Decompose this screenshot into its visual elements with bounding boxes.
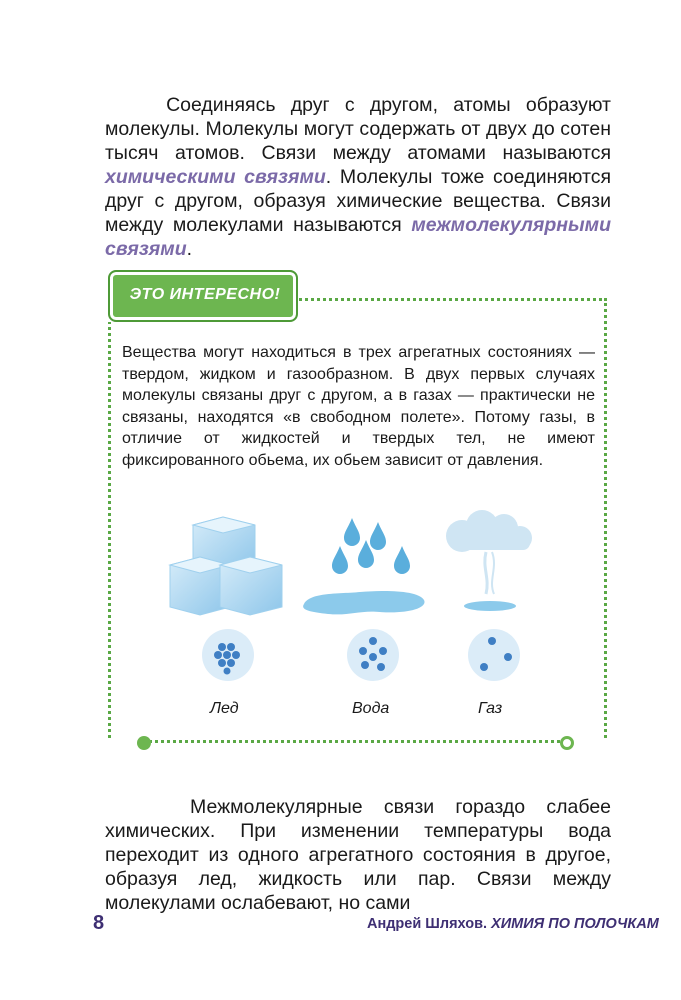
water-molecules-icon — [345, 627, 401, 683]
term-chemical-bonds: химическими связями — [105, 166, 326, 188]
label-water: Вода — [352, 700, 390, 717]
gas-molecules-icon — [466, 627, 522, 683]
running-footer — [367, 916, 659, 932]
label-ice: Лед — [210, 700, 239, 717]
term-intermolecular-bonds: межмолекулярными связями — [105, 214, 611, 260]
ice-cubes-icon — [165, 515, 290, 620]
fact-text: Вещества могут находиться в трех агрегатных состояниях — твердом, жидком и газообразном. В двух первых случаях молекулы связаны друг с другом, а в газах — практически не связаны, находятся «в свободном полете». Потому газы, в отличие от жидкостей и твердых тел, не имеют фиксированного обьема, их обьем зависит от давления. — [122, 344, 595, 469]
footer-book-title: ХИМИЯ ПО ПОЛОЧКАМ — [491, 916, 659, 932]
intro-text-1: Соединяясь друг с другом, атомы образуют молекулы. Молекулы могут содержать от двух до сотен тысяч атомов. Связи между атомами называются — [105, 94, 611, 164]
closing-paragraph — [105, 795, 611, 915]
intro-paragraph — [105, 93, 611, 261]
intro-text-2: . Молекулы тоже соединяются друг с другом, образуя химические вещества. Связи между молекулами называются — [105, 166, 612, 236]
interesting-tag-label: ЭТО ИНТЕРЕСНО! — [129, 286, 281, 303]
footer-author: Андрей Шляхов. — [367, 916, 492, 932]
label-gas: Газ — [478, 700, 503, 717]
intro-text-3: . — [186, 238, 193, 260]
water-drops-icon — [300, 512, 430, 622]
closing-text: Межмолекулярные связи гораздо слабее химических. При изменении температуры вода переходит из одного агрегатного состояния в другое, образуя лед, жидкость или пар. Связи между молекулами ослабевают, но сами — [105, 796, 612, 914]
gas-cloud-icon — [440, 508, 540, 618]
ice-molecules-icon — [200, 627, 256, 683]
interesting-tag — [108, 270, 298, 322]
box-corner-ring-right — [560, 736, 574, 750]
page-number: 8 — [93, 912, 105, 934]
box-corner-dot-left — [137, 736, 151, 750]
